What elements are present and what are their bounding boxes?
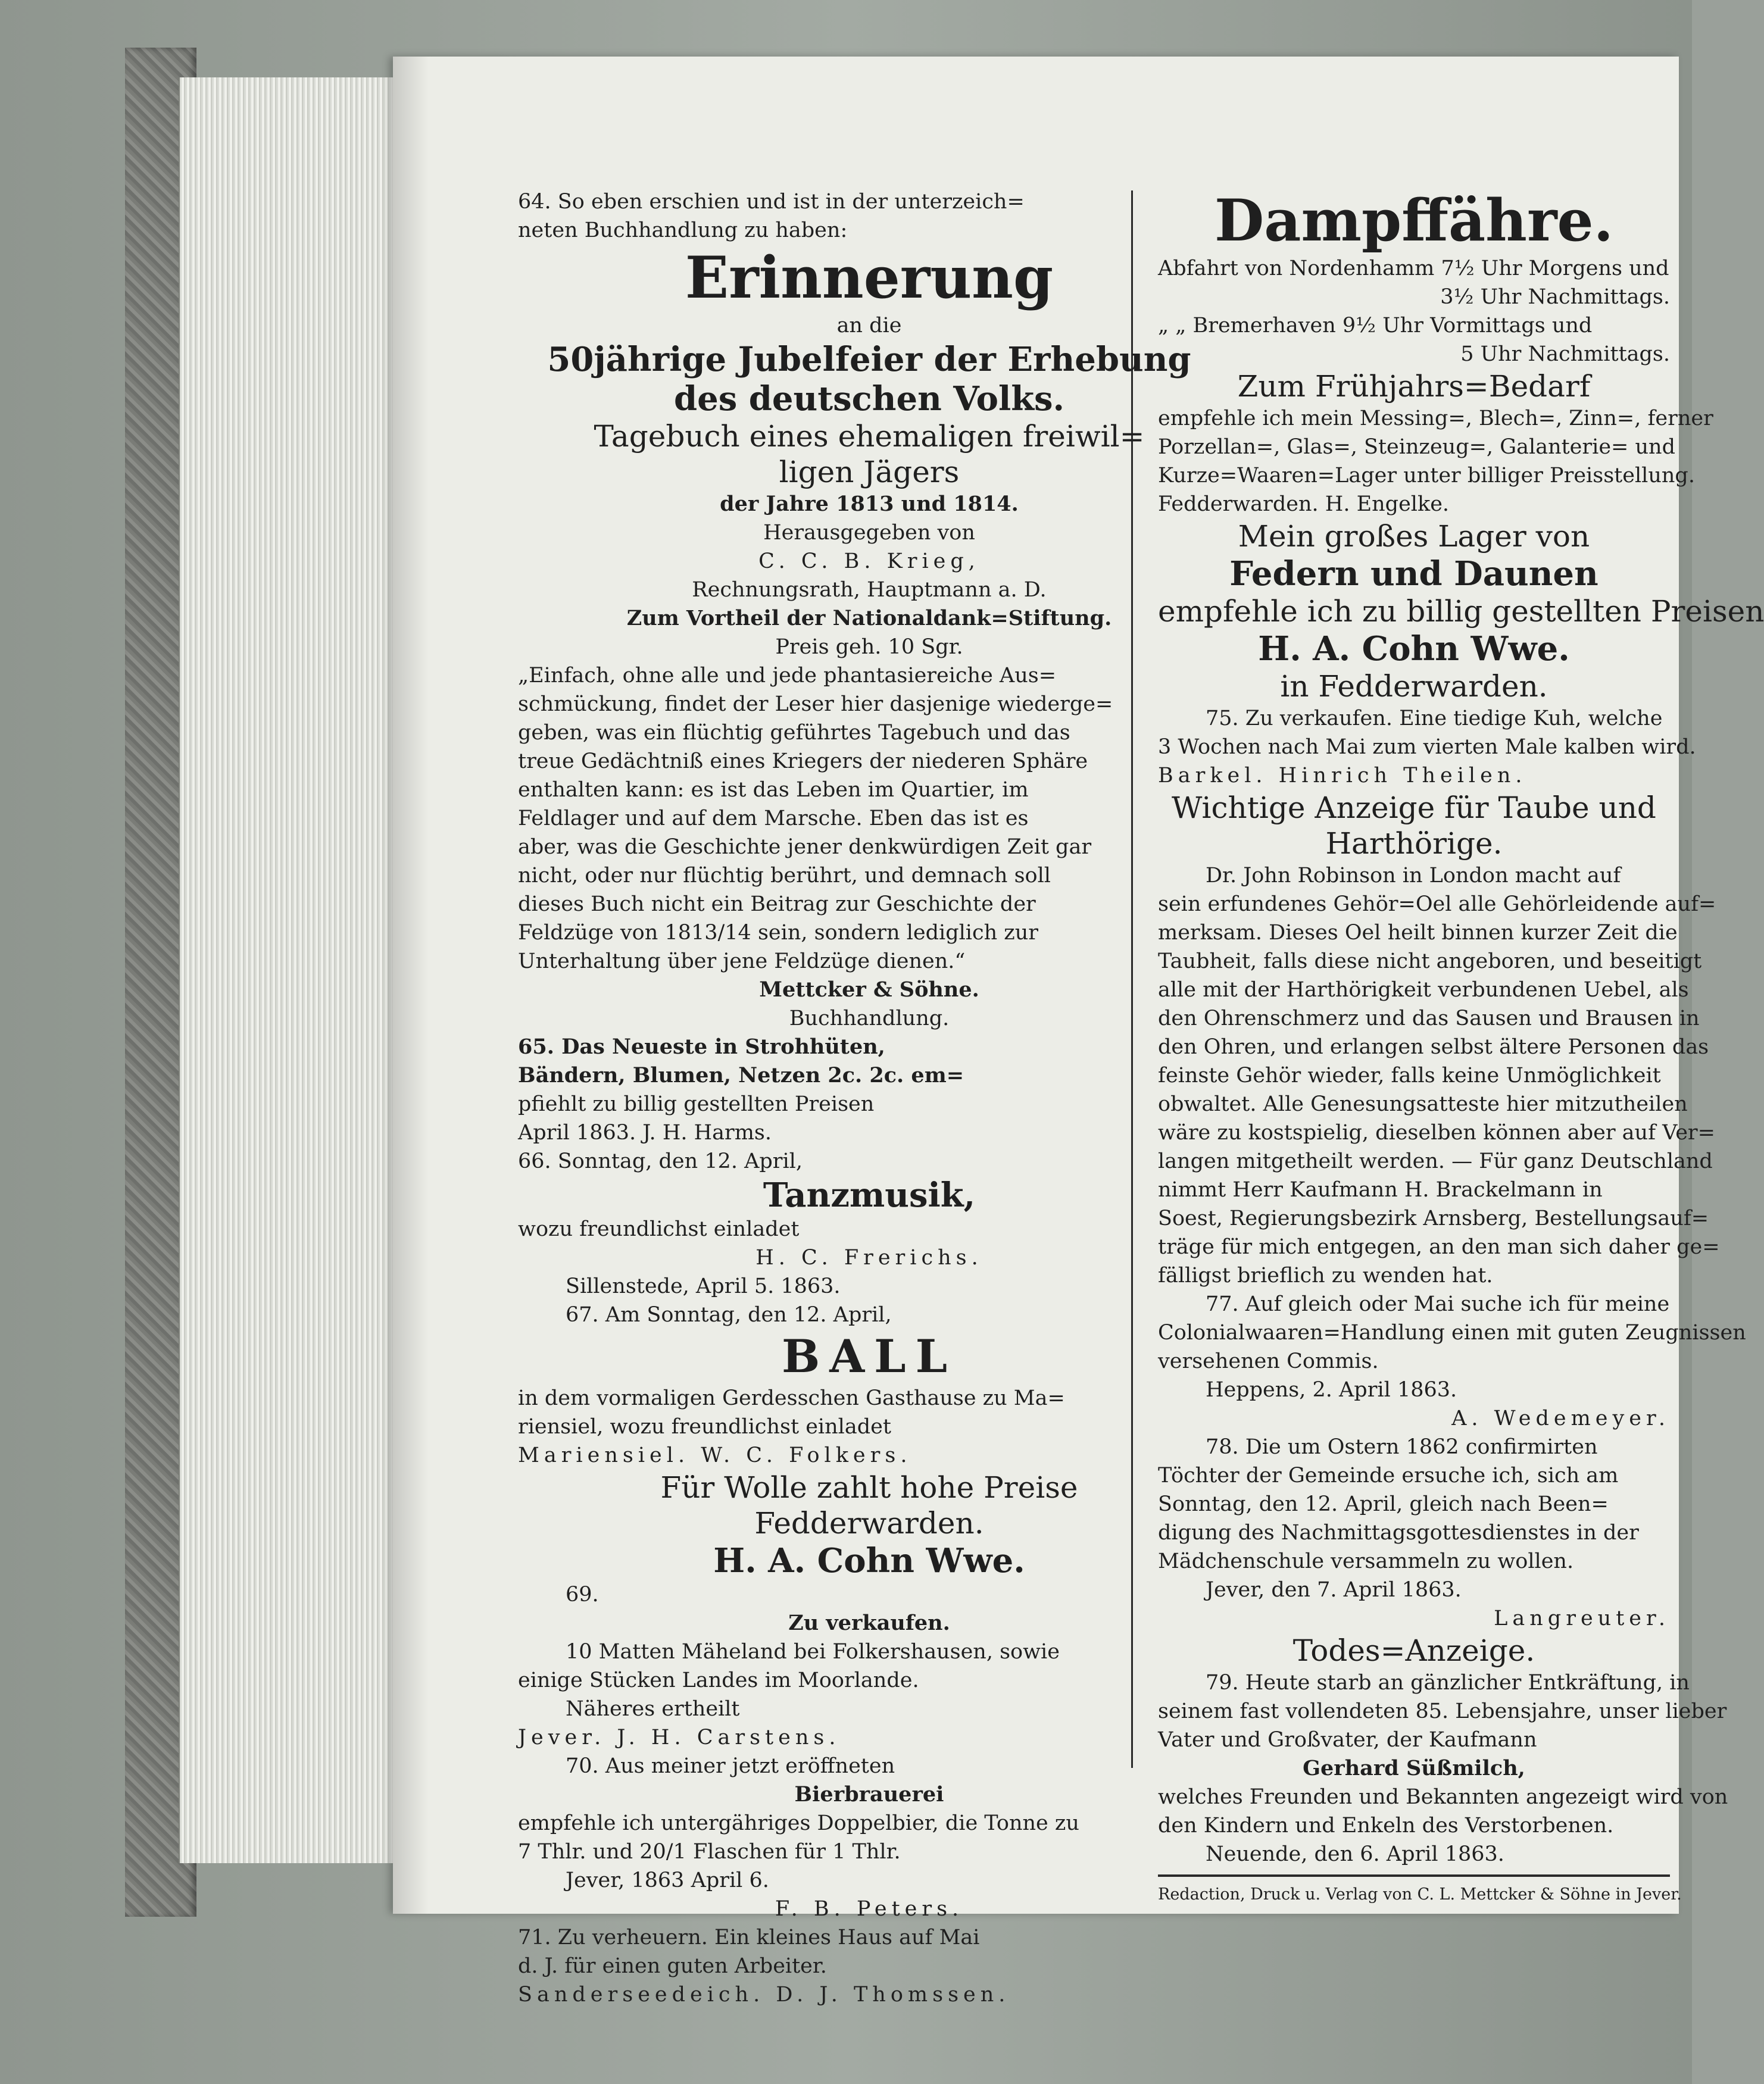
left-text-line: Preis geh. 10 Sgr. [775, 635, 963, 659]
right-text-line: Todes=Anzeige. [1292, 1633, 1535, 1668]
left-text-line: riensiel, wozu freundlichst einladet [518, 1415, 891, 1439]
left-text-line: der Jahre 1813 und 1814. [720, 492, 1019, 516]
left-text-line: 66. Sonntag, den 12. April, [518, 1149, 803, 1173]
right-text-line: nimmt Herr Kaufmann H. Brackelmann in [1158, 1178, 1603, 1202]
right-text-line: Barkel. Hinrich Theilen. [1158, 764, 1527, 788]
right-text-line: Heppens, 2. April 1863. [1206, 1378, 1457, 1402]
right-text-line: Kurze=Waaren=Lager unter billiger Preisstellung. [1158, 464, 1695, 488]
left-text-line: 64. So eben erschien und ist in der unterzeich= [518, 190, 1025, 214]
right-text-line: obwaltet. Alle Genesungsatteste hier mitzutheilen [1158, 1092, 1688, 1116]
left-text-line: F. B. Peters. [775, 1897, 964, 1921]
right-text-line: 3½ Uhr Nachmittags. [1440, 285, 1670, 309]
right-text-line: in Fedderwarden. [1280, 669, 1548, 704]
left-text-line: pfiehlt zu billig gestellten Preisen [518, 1092, 875, 1116]
left-text-line: 10 Matten Mäheland bei Folkershausen, sowie [566, 1640, 1060, 1664]
right-text-line: Colonialwaaren=Handlung einen mit guten Zeugnissen [1158, 1321, 1746, 1345]
left-text-line: Zum Vortheil der Nationaldank=Stiftung. [626, 606, 1112, 630]
right-text-line: Dr. John Robinson in London macht auf [1206, 864, 1621, 888]
left-text-line: Feldlager und auf dem Marsche. Eben das ist es [518, 807, 1029, 830]
left-text-line: Für Wolle zahlt hohe Preise [660, 1470, 1078, 1505]
left-text-line: 67. Am Sonntag, den 12. April, [566, 1303, 892, 1327]
left-text-line: Jever. J. H. Carstens. [518, 1726, 841, 1749]
left-text-line: C. C. B. Krieg, [758, 549, 980, 573]
left-text-line: Bändern, Blumen, Netzen 2c. 2c. em= [518, 1063, 964, 1088]
left-text-line: in dem vormaligen Gerdesschen Gasthause zu Ma= [518, 1386, 1065, 1410]
left-text-line: Feldzüge von 1813/14 sein, sondern lediglich zur [518, 921, 1038, 945]
right-text-line: Taubheit, falls diese nicht angeboren, und beseitigt [1158, 949, 1702, 973]
left-text-line: 70. Aus meiner jetzt eröffneten [566, 1754, 895, 1778]
right-text-line: fälligst brieflich zu wenden hat. [1158, 1264, 1493, 1288]
right-text-line: Dampffähre. [1214, 187, 1614, 254]
right-text-line: feinste Gehör wieder, falls keine Unmöglichkeit [1158, 1064, 1661, 1088]
right-text-line: H. A. Cohn Wwe. [1258, 629, 1570, 668]
left-text-line: d. J. für einen guten Arbeiter. [518, 1954, 827, 1978]
left-column [518, 188, 1220, 2009]
right-text-line: empfehle ich zu billig gestellten Preisen [1158, 594, 1764, 629]
right-text-line: Federn und Daunen [1229, 554, 1598, 593]
left-text-line: treue Gedächtniß eines Kriegers der niederen Sphäre [518, 749, 1088, 773]
page-gutter-shadow [393, 57, 429, 1914]
right-text-line: Wichtige Anzeige für Taube und [1172, 791, 1656, 825]
left-text-line: einige Stücken Landes im Moorlande. [518, 1669, 919, 1692]
right-text-line: Sonntag, den 12. April, gleich nach Been= [1158, 1492, 1609, 1516]
right-text-line: Soest, Regierungsbezirk Arnsberg, Bestellungsauf= [1158, 1207, 1709, 1230]
left-text-line: neten Buchhandlung zu haben: [518, 218, 848, 242]
left-text-line: an die [836, 314, 902, 338]
left-text-line: „Einfach, ohne alle und jede phantasiereiche Aus= [518, 664, 1057, 688]
right-text-line: träge für mich entgegen, an den man sich daher ge= [1158, 1235, 1720, 1259]
left-text-line: Mariensiel. W. C. Folkers. [518, 1444, 912, 1467]
left-text-line: Sillenstede, April 5. 1863. [566, 1274, 841, 1298]
right-text-line: Langreuter. [1494, 1607, 1670, 1630]
right-text-line: digung des Nachmittagsgottesdienstes in der [1158, 1521, 1639, 1545]
left-text-line: H. A. Cohn Wwe. [713, 1541, 1025, 1580]
right-text-line: Vater und Großvater, der Kaufmann [1158, 1728, 1537, 1752]
left-text-line: 69. [566, 1583, 599, 1607]
left-text-line: Fedderwarden. [754, 1506, 984, 1541]
left-text-line: des deutschen Volks. [673, 379, 1065, 418]
right-text-line: Neuende, den 6. April 1863. [1206, 1842, 1504, 1866]
right-text-line: 79. Heute starb an gänzlicher Entkräftung, in [1206, 1671, 1690, 1695]
right-text-line: welches Freunden und Bekannten angezeigt wird von [1158, 1785, 1728, 1809]
right-text-line: Fedderwarden. H. Engelke. [1158, 492, 1450, 516]
left-text-line: BALL [781, 1330, 957, 1383]
left-text-line: Tanzmusik, [763, 1176, 976, 1215]
left-text-line: Tagebuch eines ehemaligen freiwil= [594, 419, 1145, 454]
left-text-line: wozu freundlichst einladet [518, 1217, 800, 1241]
left-text-line: 65. Das Neueste in Strohhüten, [518, 1035, 885, 1059]
right-text-line: 3 Wochen nach Mai zum vierten Male kalben wird. [1158, 735, 1696, 759]
left-text-line: nicht, oder nur flüchtig berührt, und demnach soll [518, 864, 1051, 888]
right-text-line: Jever, den 7. April 1863. [1206, 1578, 1462, 1602]
left-text-line: ligen Jägers [779, 455, 960, 489]
right-text-line: den Ohren, und erlangen selbst ältere Personen das [1158, 1035, 1709, 1059]
right-text-line: Porzellan=, Glas=, Steinzeug=, Galanterie= und [1158, 435, 1675, 459]
left-text-line: schmückung, findet der Leser hier dasjenige wiederge= [518, 692, 1113, 716]
left-text-line: dieses Buch nicht ein Beitrag zur Geschichte der [518, 892, 1036, 916]
newspaper-page [393, 57, 1764, 2007]
right-text-line: 5 Uhr Nachmittags. [1460, 342, 1670, 366]
right-text-line: seinem fast vollendeten 85. Lebensjahre, unser lieber [1158, 1699, 1727, 1723]
left-text-line: H. C. Frerichs. [755, 1246, 983, 1270]
page-stack-edges [179, 77, 406, 1863]
left-text-line: Mettcker & Söhne. [759, 977, 979, 1002]
right-text-line: sein erfundenes Gehör=Oel alle Gehörleidende auf= [1158, 892, 1716, 916]
right-text-line: den Kindern und Enkeln des Verstorbenen. [1158, 1814, 1614, 1838]
right-text-line: Mädchenschule versammeln zu wollen. [1158, 1549, 1574, 1573]
left-text-line: enthalten kann: es ist das Leben im Quartier, im [518, 778, 1029, 802]
imprint-footer: Redaction, Druck u. Verlag von C. L. Mettcker & Söhne in Jever. [1158, 1885, 1682, 1904]
right-text-line: versehenen Commis. [1158, 1349, 1379, 1373]
right-text-line: 77. Auf gleich oder Mai suche ich für meine [1206, 1292, 1670, 1316]
right-text-line: Abfahrt von Nordenhamm 7½ Uhr Morgens und [1158, 257, 1669, 280]
right-text-line: empfehle ich mein Messing=, Blech=, Zinn=, ferner [1158, 407, 1713, 430]
right-text-line: den Ohrenschmerz und das Sausen und Brausen in [1158, 1007, 1700, 1030]
left-text-line: Unterhaltung über jene Feldzüge dienen.“ [518, 949, 966, 973]
left-text-line: Erinnerung [685, 244, 1054, 311]
left-text-line: Jever, 1863 April 6. [566, 1869, 769, 1892]
left-text-line: Bierbrauerei [794, 1782, 944, 1807]
right-text-line: Harthörige. [1325, 826, 1503, 861]
left-text-line: Sanderseedeich. D. J. Thomssen. [518, 1983, 1010, 2007]
left-text-line: Buchhandlung. [789, 1007, 950, 1030]
left-text-line: Näheres ertheilt [566, 1697, 740, 1721]
footer-rule [1158, 1874, 1670, 1877]
right-text-line: langen mitgetheilt werden. — Für ganz Deutschland [1158, 1149, 1713, 1173]
left-text-line: April 1863. J. H. Harms. [518, 1121, 772, 1145]
right-text-line: „ „ Bremerhaven 9½ Uhr Vormittags und [1158, 314, 1593, 338]
left-text-line: Herausgegeben von [763, 521, 975, 545]
left-text-line: geben, was ein flüchtig geführtes Tagebuch und das [518, 721, 1070, 745]
right-text-line: Zum Frühjahrs=Bedarf [1237, 369, 1591, 404]
right-text-line: 75. Zu verkaufen. Eine tiedige Kuh, welche [1206, 707, 1663, 730]
left-text-line: Zu verkaufen. [788, 1611, 950, 1635]
left-text-line: aber, was die Geschichte jener denkwürdigen Zeit gar [518, 835, 1092, 859]
left-text-line: 71. Zu verheuern. Ein kleines Haus auf Mai [518, 1926, 980, 1949]
left-text-line: Rechnungsrath, Hauptmann a. D. [692, 578, 1047, 602]
right-text-line: Mein großes Lager von [1238, 519, 1590, 554]
right-text-line: merksam. Dieses Oel heilt binnen kurzer Zeit die [1158, 921, 1678, 945]
right-text-line: alle mit der Harthörigkeit verbundenen Uebel, als [1158, 978, 1689, 1002]
left-text-line: 7 Thlr. und 20/1 Flaschen für 1 Thlr. [518, 1840, 901, 1864]
left-text-line: 50jährige Jubelfeier der Erhebung [547, 340, 1191, 379]
right-text-line: Gerhard Süßmilch, [1303, 1756, 1525, 1780]
right-text-line: A. Wedemeyer. [1451, 1407, 1670, 1430]
right-text-line: Töchter der Gemeinde ersuche ich, sich am [1158, 1464, 1619, 1488]
left-text-line: empfehle ich untergähriges Doppelbier, die Tonne zu [518, 1811, 1079, 1835]
right-column [1158, 187, 1764, 1907]
right-text-line: 78. Die um Ostern 1862 confirmirten [1206, 1435, 1598, 1459]
right-text-line: wäre zu kostspielig, dieselben können aber auf Ver= [1158, 1121, 1715, 1145]
